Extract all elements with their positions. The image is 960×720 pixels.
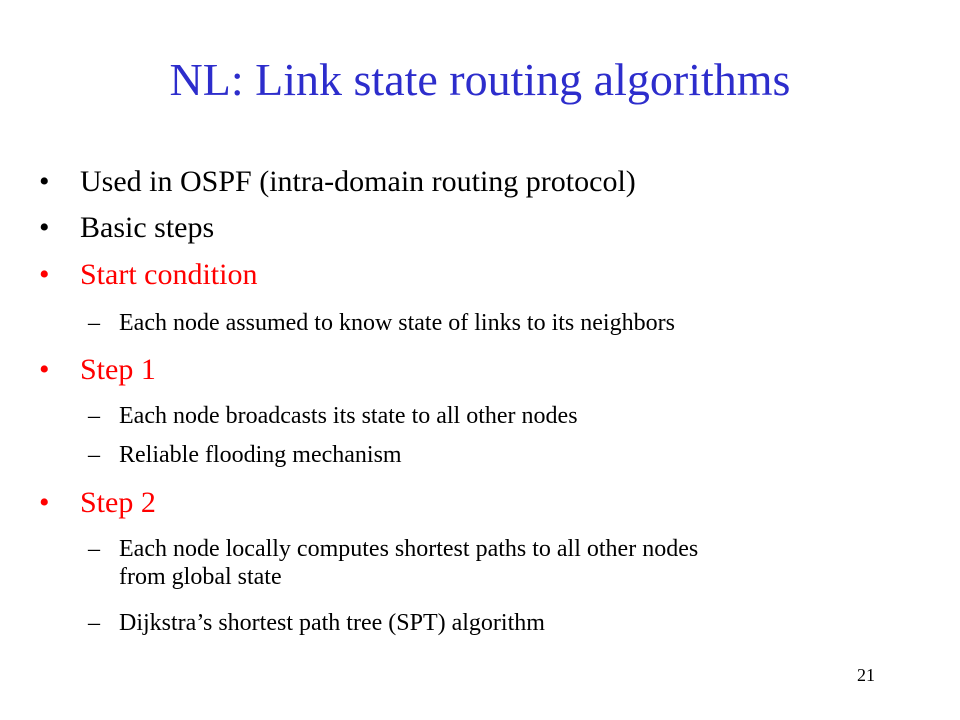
bullet-text: Step 2 [80, 486, 156, 519]
bullet-marker: • [39, 258, 50, 291]
bullet-item [39, 211, 215, 245]
page-number: 21 [857, 665, 875, 685]
sub-bullet-text: Each node broadcasts its state to all other nodes [119, 403, 578, 429]
bullet-item [39, 353, 156, 387]
sub-bullet-text: Dijkstra’s shortest path tree (SPT) algorithm [119, 610, 545, 636]
bullet-item [39, 258, 258, 292]
sub-bullet-continuation [119, 563, 282, 592]
bullet-marker: • [39, 486, 50, 519]
dash-marker: – [88, 610, 100, 636]
bullet-text: Basic steps [80, 211, 215, 244]
bullet-text: Step 1 [80, 353, 156, 386]
sub-bullet-item [88, 609, 545, 638]
sub-bullet-text: Reliable flooding mechanism [119, 442, 402, 468]
bullet-item [39, 486, 156, 520]
bullet-marker: • [39, 353, 50, 386]
sub-bullet-text: from global state [119, 564, 282, 590]
sub-bullet-item [88, 402, 578, 431]
sub-bullet-text: Each node locally computes shortest paths to all other nodes [119, 536, 699, 562]
sub-bullet-text: Each node assumed to know state of links to its neighbors [119, 310, 675, 336]
bullet-text: Start condition [80, 258, 258, 291]
sub-bullet-item [88, 441, 402, 470]
dash-marker: – [88, 403, 100, 429]
dash-marker: – [88, 310, 100, 336]
dash-marker: – [88, 536, 100, 562]
bullet-item [39, 165, 636, 199]
slide-title: NL: Link state routing algorithms [169, 54, 791, 105]
bullet-marker: • [39, 211, 50, 244]
dash-marker: – [88, 442, 100, 468]
sub-bullet-item [88, 309, 675, 338]
bullet-text: Used in OSPF (intra-domain routing protocol) [80, 165, 636, 198]
sub-bullet-item [88, 535, 699, 564]
bullet-marker: • [39, 165, 50, 198]
